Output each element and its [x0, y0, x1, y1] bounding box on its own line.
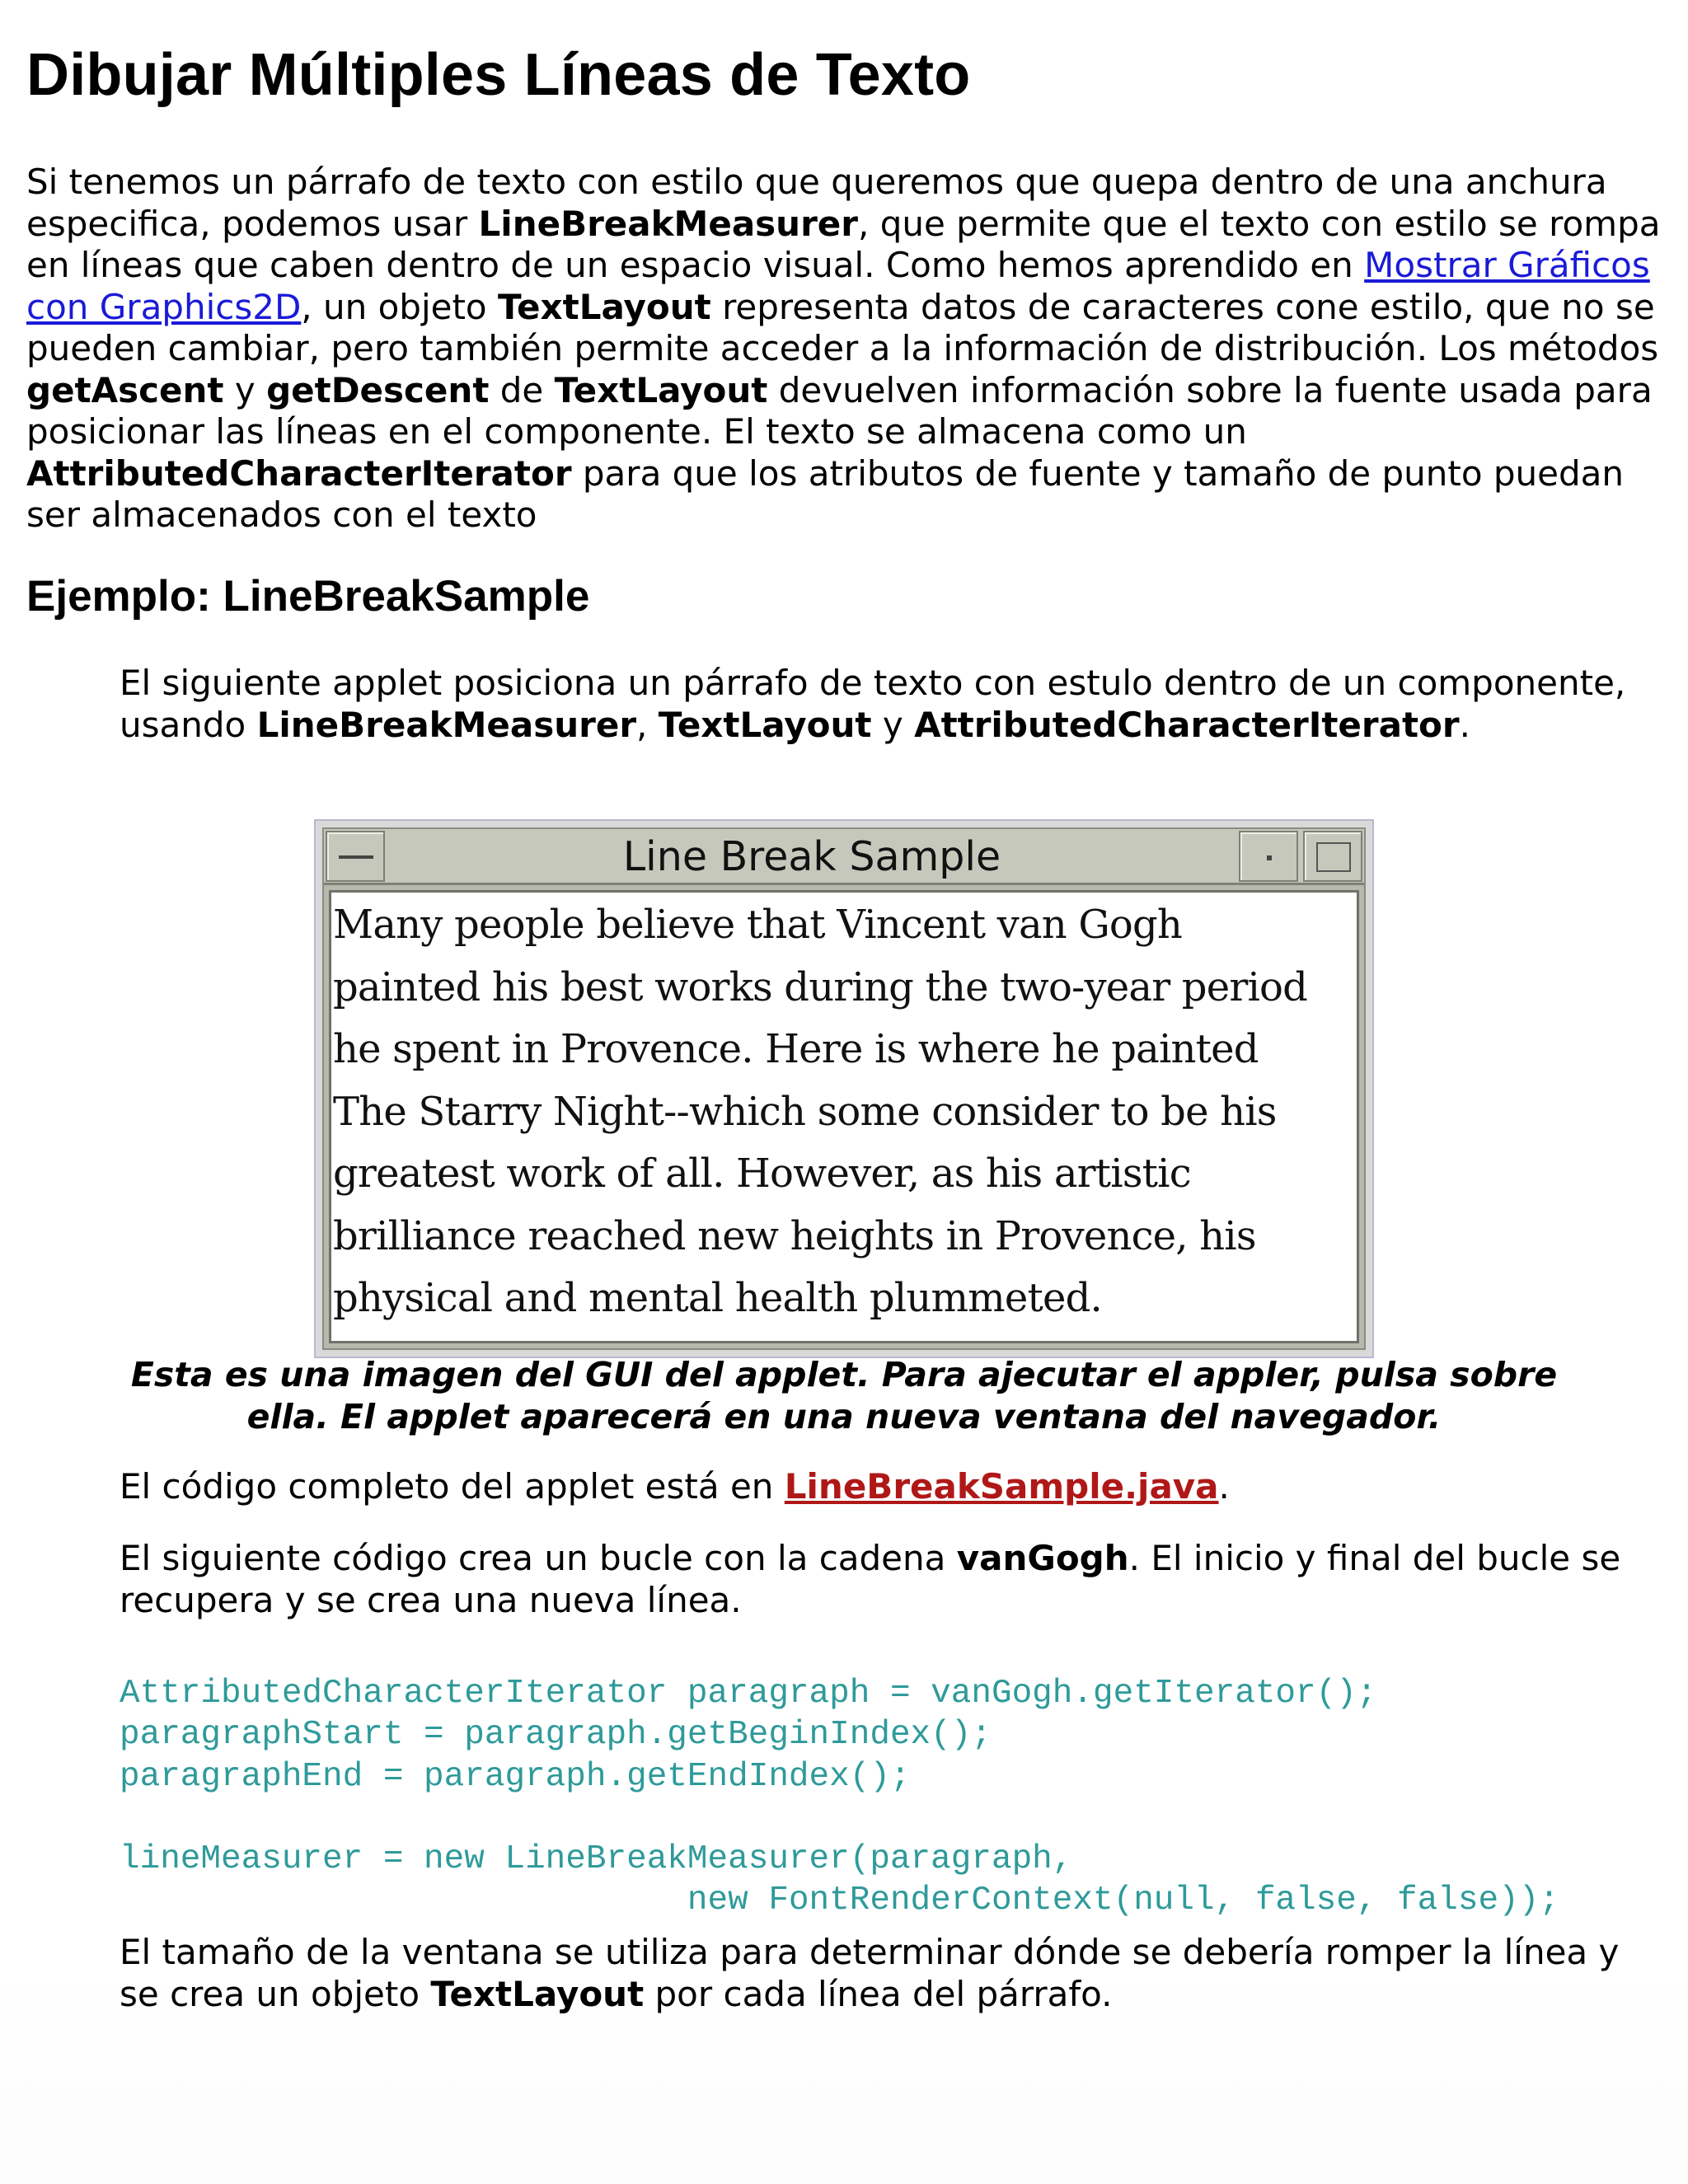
- intro-text-4: representa datos de caracteres cone estilo, que no se pueden cambiar, pero también permite acceder a la información de distribución. Los métodos: [26, 286, 1659, 368]
- complete-text-1: El código completo del applet está en: [120, 1466, 785, 1507]
- intro-bold-textlayout: TextLayout: [497, 286, 711, 327]
- applet-text-line: physical and mental health plummeted.: [333, 1275, 1102, 1321]
- applet-text-line: brilliance reached new heights in Provence, his: [333, 1212, 1256, 1259]
- size-bold-textlayout: TextLayout: [430, 1973, 645, 2014]
- applet-window-title: Line Break Sample: [622, 833, 1001, 880]
- intro-bold-textlayout-2: TextLayout: [554, 369, 768, 410]
- window-maximize-button: [1303, 831, 1362, 882]
- size-paragraph: [120, 1932, 1669, 2015]
- intro-bold-linebreakmeasurer: LineBreakMeasurer: [478, 203, 858, 244]
- intro-text-1: Si tenemos un párrafo de texto con estilo que queremos que quepa dentro de una anchura especifica, podemos usar: [26, 162, 1607, 244]
- loop-bold-vangogh: vanGogh: [956, 1538, 1129, 1578]
- applet-text-lines: [333, 894, 1307, 1330]
- intro-bold-getascent: getAscent: [26, 369, 224, 410]
- applet-text-line: he spent in Provence. Here is where he painted: [333, 1026, 1259, 1072]
- example-bold-linebreakmeasurer: LineBreakMeasurer: [256, 704, 637, 745]
- intro-text-7: devuelven información sobre la fuente usada para posicionar las líneas en el componente. El texto se almacena como un: [26, 369, 1653, 452]
- example-text-2: ,: [636, 704, 659, 745]
- example-bold-attributedcharacteriterator: AttributedCharacterIterator: [914, 704, 1460, 745]
- loop-paragraph: [120, 1538, 1653, 1621]
- loop-text-2: . El inicio y final del bucle se recupera y se crea una nueva línea.: [120, 1538, 1621, 1620]
- intro-bold-attributedcharacteriterator: AttributedCharacterIterator: [26, 452, 572, 494]
- complete-text-2: .: [1218, 1466, 1230, 1507]
- link-mostrar-graficos[interactable]: Mostrar Gráficos con Graphics2D: [26, 245, 1650, 327]
- maximize-icon: [1316, 842, 1351, 872]
- complete-code-paragraph: [120, 1466, 1653, 1508]
- example-text-1: El siguiente applet posiciona un párrafo de texto con estulo dentro de un componente, usando: [120, 663, 1626, 745]
- page-title: Dibujar Múltiples Líneas de Texto: [26, 42, 971, 108]
- example-text-3: y: [871, 704, 915, 745]
- window-menu-button: [326, 831, 385, 882]
- example-bold-textlayout: TextLayout: [658, 704, 872, 745]
- minimize-icon: [1267, 855, 1272, 860]
- intro-text-5: y: [223, 369, 267, 410]
- applet-text-line: The Starry Night--which some consider to be his: [333, 1088, 1277, 1135]
- menu-bar-icon: [339, 855, 373, 859]
- applet-text-canvas: [329, 890, 1359, 1343]
- applet-text-line: painted his best works during the two-year period: [333, 963, 1308, 1010]
- applet-caption: Esta es una imagen del GUI del applet. Para ajecutar el appler, pulsa sobre ella. El applet aparecerá en una nueva ventana del navegador.: [130, 1355, 1558, 1436]
- intro-text-3: , un objeto: [301, 286, 498, 327]
- intro-bold-getdescent: getDescent: [266, 369, 490, 410]
- example-paragraph: [120, 663, 1653, 746]
- code-block: AttributedCharacterIterator paragraph = vanGogh.getIterator(); paragraphStart = paragraph.getBeginIndex(); paragraphEnd = paragraph.getEndIndex(); lineMeasurer = new LineBreakMeasurer(paragraph, new FontRenderContext(null, false, false));: [120, 1675, 1559, 1920]
- loop-text-1: El siguiente código crea un bucle con la cadena: [120, 1538, 957, 1578]
- example-heading: Ejemplo: LineBreakSample: [26, 572, 590, 621]
- intro-paragraph: [26, 162, 1667, 537]
- intro-text-6: de: [489, 369, 555, 410]
- window-minimize-button: [1239, 831, 1298, 882]
- example-text-4: .: [1459, 704, 1470, 745]
- applet-text-line: greatest work of all. However, as his artistic: [333, 1151, 1191, 1197]
- applet-screenshot[interactable]: [314, 819, 1374, 1358]
- link-linebreaksample-java[interactable]: LineBreakSample.java: [784, 1466, 1219, 1507]
- intro-text-2: , que permite que el texto con estilo se rompa en líneas que caben dentro de un espacio visual. Como hemos aprendido en: [26, 203, 1661, 285]
- applet-titlebar: [324, 829, 1364, 885]
- intro-text-8: para que los atributos de fuente y tamaño de punto puedan ser almacenados con el texto: [26, 452, 1625, 535]
- size-text-2: por cada línea del párrafo.: [644, 1973, 1113, 2014]
- applet-text-line: Many people believe that Vincent van Gogh: [333, 902, 1183, 948]
- size-text-1: El tamaño de la ventana se utiliza para determinar dónde se debería romper la línea y se crea un objeto: [120, 1932, 1620, 2014]
